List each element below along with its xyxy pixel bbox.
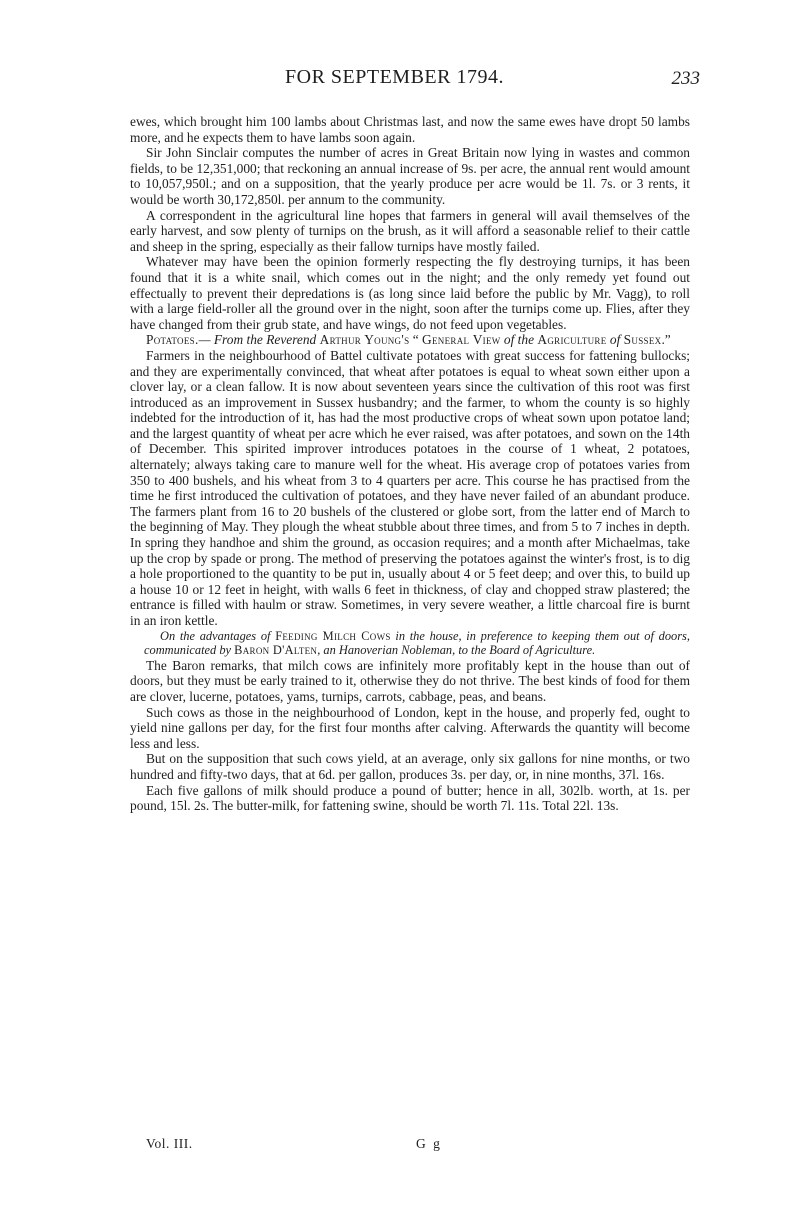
page-footer [146,1136,476,1154]
cows-heading-intro: On the advantages of [160,628,276,643]
page-body [130,114,690,814]
paragraph-london-cows: Such cows as those in the neighbourhood of London, kept in the house, and properly fed, ought to yield nine gallons per day, for the first four months after calving. Afterwards the quantity will become less and less. [130,704,690,751]
paragraph-potatoes: Farmers in the neighbourhood of Battel cultivate potatoes with great success for fattening bullocks; and they are experimentally convinced, that wheat after potatoes is equal to wheat sown either upon a clover lay, or a clean fallow. It is now about seventeen years since the cultivation of this root was first introduced as an improvement in Sussex husbandry; and the farmer, to whom the county is so highly indebted for the introduction of it, has had the most productive crops of wheat sown upon potatoe land; and the largest quantity of wheat per acre which he ever raised, was after potatoes, and sown on the 14th of December. This spirited improver introduces potatoes in the course of 1 wheat, 2 potatoes, alternately; always taking care to manure well for the wheat. His average crop of potatoes varies from 350 to 400 bushels, and his wheat from 3 to 4 quarters per acre. This course he has practised from the time he first introduced the cultivation of potatoes, and they have never failed of an abundant produce. The farmers plant from 16 to 20 bushels of the clustered or globe sort, from the latter end of March to the beginning of May. They plough the wheat stubble about three times, and from 5 to 7 inches in depth. In spring they handhoe and shim the ground, as occasion requires; and a month after Michaelmas, take up the crop by spade or prong. The method of preserving the potatoes against the winter's frost, is to dig a hole proportioned to the quantity to be put in, usually about 4 or 5 feet deep; and over this, to build up a house 10 or 12 feet in height, with walls 6 feet in thickness, of clay and chopped straw plastered; the entrance is filled with haulm or straw. Sometimes, in very severe weather, a little charcoal fire is burnt in an iron kettle. [130,347,690,628]
paragraph-ewes: ewes, which brought him 100 lambs about Christmas last, and now the same ewes have dropt 50 lambs more, and he expects them to have lambs soon again. [130,114,690,145]
potatoes-heading [130,332,690,348]
cows-heading-middle: in the house, in preference to keeping them out of doors, communicated by [144,628,690,658]
potatoes-heading-quote-open: “ [409,332,423,348]
paragraph-correspondent: A correspondent in the agricultural line hopes that farmers in general will avail themselves of the early harvest, and sow plenty of turnips on the brush, as it will afford a seasonable relief to their cattle and sheep in the spring, especially as their fallow turnips have mostly failed. [130,207,690,254]
paragraph-sinclair: Sir John Sinclair computes the number of acres in Great Britain now lying in wastes and common fields, to be 12,351,000; that reckoning an annual increase of 9s. per acre, the annual rent would amount to 10,057,950l.; and on a supposition, that the yearly produce per acre would be 1l. 7s. or 3 rents, it would be worth 30,172,850l. per annum to the community. [130,145,690,207]
paragraph-baron-remarks: The Baron remarks, that milch cows are infinitely more profitably kept in the house than out of doors, but they must be early trained to it, otherwise they do not thrive. The best kinds of food for them are clover, lucerne, potatoes, yams, turnips, carrots, cabbage, peas, and beans. [130,657,690,704]
potatoes-heading-of-the: of the [500,332,538,348]
running-head: FOR SEPTEMBER 1794. [285,66,504,88]
milch-cows-heading [130,629,690,658]
page-number: 233 [671,68,700,89]
potatoes-heading-source: — From the Reverend [198,332,320,348]
potatoes-heading-close: .” [661,332,671,348]
cows-heading-feeding: Feeding Milch Cows [275,628,391,643]
potatoes-heading-general-view: General View [422,332,501,348]
potatoes-heading-sussex: Sussex [623,332,662,348]
paragraph-supposition: But on the supposition that such cows yield, at an average, only six gallons for nine months, or two hundred and fifty-two days, that at 6d. per gallon, produces 3s. per day, or, in nine months, 37l. 16s. [130,751,690,782]
paragraph-fly-turnips: Whatever may have been the opinion formerly respecting the fly destroying turnips, it has been found that it is a white snail, which comes out in the night; and the only remedy yet found out effectually to prevent their depredations is (as long since laid before the public by Mr. Vagg), to roll with a large field-roller all the ground over in the night, soon after the turnips come up. Flies, after they have changed from their grub state, and have wings, do not feed upon vegetables. [130,254,690,332]
cows-heading-end: , an Hanoverian Nobleman, to the Board of Agriculture. [317,643,596,658]
potatoes-heading-label: Potatoes. [146,332,199,348]
cows-heading-baron: Baron D'Alten [234,643,318,658]
page-header [130,66,700,96]
signature-mark: G g [416,1136,442,1151]
volume-label: Vol. III. [146,1136,193,1151]
potatoes-heading-agriculture: Agriculture [537,332,607,348]
potatoes-heading-author: Arthur Young's [319,332,410,348]
paragraph-butter: Each five gallons of milk should produce a pound of butter; hence in all, 302lb. worth, at 1s. per pound, 15l. 2s. The butter-milk, for fattening swine, should be worth 7l. 11s. Total 22l. 13s. [130,782,690,814]
potatoes-heading-of: of [606,332,624,348]
